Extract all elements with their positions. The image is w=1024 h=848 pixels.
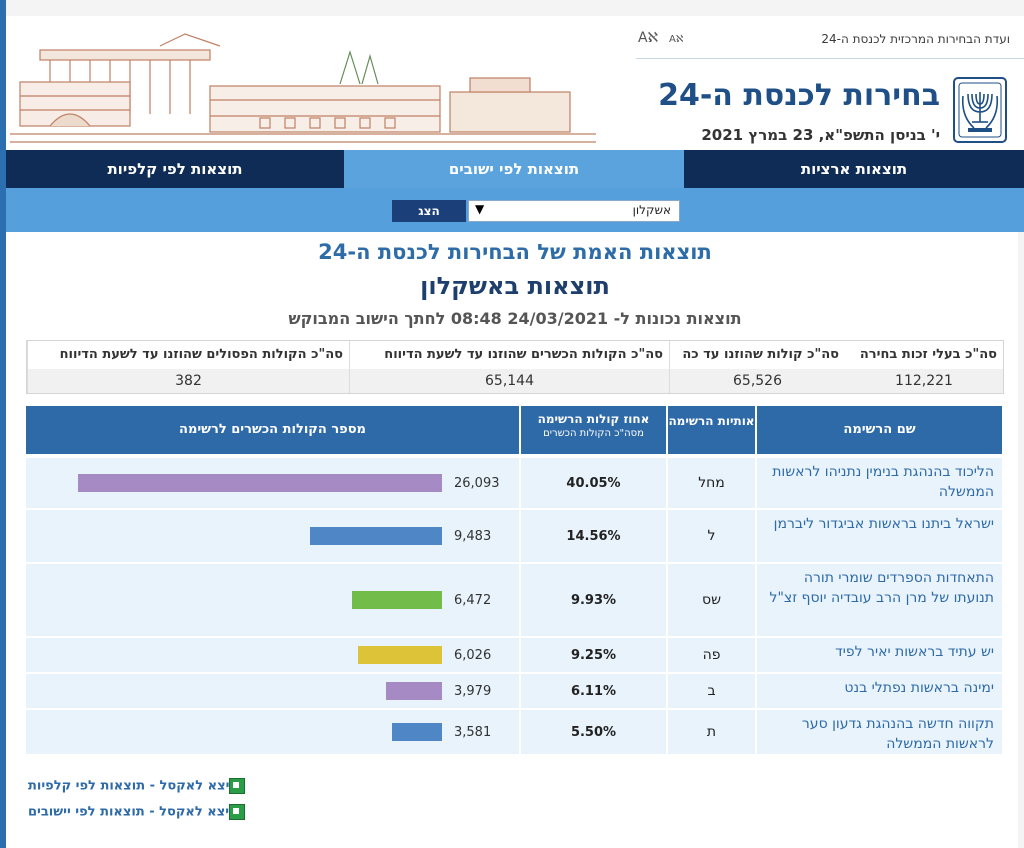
show-button[interactable]: הצג (392, 200, 466, 222)
party-percent-cell (521, 638, 666, 672)
party-votes-cell (26, 638, 519, 672)
party-letters: ב (707, 683, 716, 699)
summary-valid-votes-label: סה"כ הקולות הכשרים שהוזנו עד לשעת הדיווח (384, 347, 663, 362)
table-row (26, 458, 1002, 508)
party-votes-value: 6,472 (454, 592, 492, 608)
excel-icon (229, 778, 245, 794)
locality-title: תוצאות באשקלון (420, 272, 610, 300)
tab-locality-results[interactable]: תוצאות לפי ישובים (344, 150, 684, 188)
update-time: תוצאות נכונות ל- 24/03/2021 08:48 לחתך הישוב המבוקש (288, 309, 742, 328)
results-table (26, 406, 1002, 754)
party-name-link[interactable]: הליכוד בהנהגת בנימין נתניהו לראשות הממשלה (772, 464, 994, 500)
main-nav (6, 150, 1024, 188)
table-row (26, 510, 1002, 562)
party-percent-cell (521, 710, 666, 754)
party-name-link[interactable]: תקווה חדשה בהנהגת גדעון סער לראשות הממשלה (801, 716, 994, 752)
summary-eligible (845, 341, 1003, 393)
results-title: תוצאות האמת של הבחירות לכנסת ה-24 (318, 240, 712, 264)
summary-table (26, 340, 1004, 394)
party-votes-value: 3,581 (454, 724, 492, 740)
party-votes-cell (26, 674, 519, 708)
party-percent: 9.25% (570, 647, 617, 663)
excel-icon (229, 804, 245, 820)
header-party-name: שם הרשימה (757, 406, 1002, 454)
party-name-cell (757, 710, 1002, 754)
party-name-link[interactable]: התאחדות הספרדים שומרי תורה תנועתו של מרן הרב עובדיה יוסף זצ"ל (769, 570, 994, 606)
party-percent: 9.93% (570, 592, 617, 608)
summary-valid-votes (349, 341, 669, 393)
tab-ballot-results[interactable]: תוצאות לפי קלפיות (6, 150, 344, 188)
party-votes-cell (26, 510, 519, 562)
vote-bar[interactable] (392, 723, 442, 741)
tab-national-results[interactable]: תוצאות ארציות (684, 150, 1024, 188)
party-name-link[interactable]: ישראל ביתנו בראשות אביגדור ליברמן (773, 516, 994, 532)
party-percent-cell (521, 674, 666, 708)
vote-bar[interactable] (78, 474, 442, 492)
party-votes-value: 9,483 (454, 528, 492, 544)
export-localities-label: יצא לאקסל - תוצאות לפי יישובים (28, 804, 230, 820)
party-percent: 14.56% (566, 528, 621, 544)
party-name-cell (757, 458, 1002, 508)
header-letters: אותיות הרשימה (668, 406, 755, 454)
header-votes: מספר הקולות הכשרים לרשימה (26, 406, 519, 454)
party-votes-cell (26, 458, 519, 508)
site-header (6, 16, 1024, 150)
party-letters: מחל (698, 475, 725, 491)
table-row (26, 638, 1002, 672)
export-ballots-link[interactable] (28, 778, 251, 794)
table-row (26, 710, 1002, 754)
locality-select[interactable] (468, 200, 680, 222)
header-divider (636, 58, 1024, 59)
locality-select-value: אשקלון (632, 203, 671, 217)
font-size-large-button[interactable]: Aℵ (638, 30, 659, 46)
election-title: בחירות לכנסת ה-24 (658, 78, 940, 113)
summary-invalid-votes-value: 382 (28, 369, 349, 393)
party-letters-cell (668, 510, 755, 562)
party-votes-value: 26,093 (454, 475, 500, 491)
summary-invalid-votes-label: סה"כ הקולות הפסולים שהוזנו עד לשעת הדיווח (59, 347, 343, 362)
party-letters: פה (702, 647, 721, 663)
party-percent: 40.05% (566, 475, 621, 491)
party-votes-value: 6,026 (454, 647, 492, 663)
party-name-cell (757, 674, 1002, 708)
party-letters: ת (706, 724, 717, 740)
summary-votes-entered-label: סה"כ קולות שהוזנו עד כה (682, 347, 839, 362)
party-percent-cell (521, 510, 666, 562)
header-percent (521, 406, 666, 454)
party-letters-cell (668, 710, 755, 754)
party-letters-cell (668, 458, 755, 508)
party-letters: ל (707, 528, 716, 544)
header-percent-label: אחוז קולות הרשימה (537, 412, 650, 426)
party-name-link[interactable]: ימינה בראשות נפתלי בנט (844, 680, 994, 696)
vote-bar[interactable] (352, 591, 442, 609)
table-row (26, 564, 1002, 636)
party-votes-cell (26, 710, 519, 754)
export-ballots-label: יצא לאקסל - תוצאות לפי קלפיות (28, 778, 230, 794)
party-name-cell (757, 564, 1002, 636)
summary-eligible-value: 112,221 (845, 369, 1003, 393)
export-localities-link[interactable] (28, 804, 251, 820)
summary-valid-votes-value: 65,144 (350, 369, 669, 393)
summary-invalid-votes (27, 341, 349, 393)
committee-name: ועדת הבחירות המרכזית לכנסת ה-24 (821, 32, 1010, 46)
party-letters-cell (668, 638, 755, 672)
party-percent: 5.50% (570, 724, 617, 740)
vote-bar[interactable] (358, 646, 442, 664)
font-size-small-button[interactable]: Aℵ (669, 34, 684, 45)
election-date: י' בניסן התשפ"א, 23 במרץ 2021 (701, 126, 940, 144)
summary-eligible-label: סה"כ בעלי זכות בחירה (859, 347, 997, 362)
party-letters-cell (668, 674, 755, 708)
party-percent-cell (521, 458, 666, 508)
party-votes-value: 3,979 (454, 683, 492, 699)
party-letters-cell (668, 564, 755, 636)
header-percent-sublabel: מסה"כ הקולות הכשרים (543, 428, 644, 439)
party-name-cell (757, 638, 1002, 672)
party-name-link[interactable]: יש עתיד בראשות יאיר לפיד (835, 644, 994, 660)
vote-bar[interactable] (310, 527, 442, 545)
knesset-building-illustration (10, 22, 596, 148)
top-strip (6, 0, 1024, 17)
party-name-cell (757, 510, 1002, 562)
party-percent: 6.11% (570, 683, 617, 699)
state-emblem-icon (952, 76, 1008, 144)
party-votes-cell (26, 564, 519, 636)
chevron-down-icon: ▼ (475, 202, 485, 216)
locality-filter-bar (6, 188, 1024, 232)
summary-votes-entered (669, 341, 845, 393)
table-row (26, 674, 1002, 708)
vote-bar[interactable] (386, 682, 442, 700)
party-letters: שס (702, 592, 722, 608)
party-percent-cell (521, 564, 666, 636)
summary-votes-entered-value: 65,526 (670, 369, 845, 393)
